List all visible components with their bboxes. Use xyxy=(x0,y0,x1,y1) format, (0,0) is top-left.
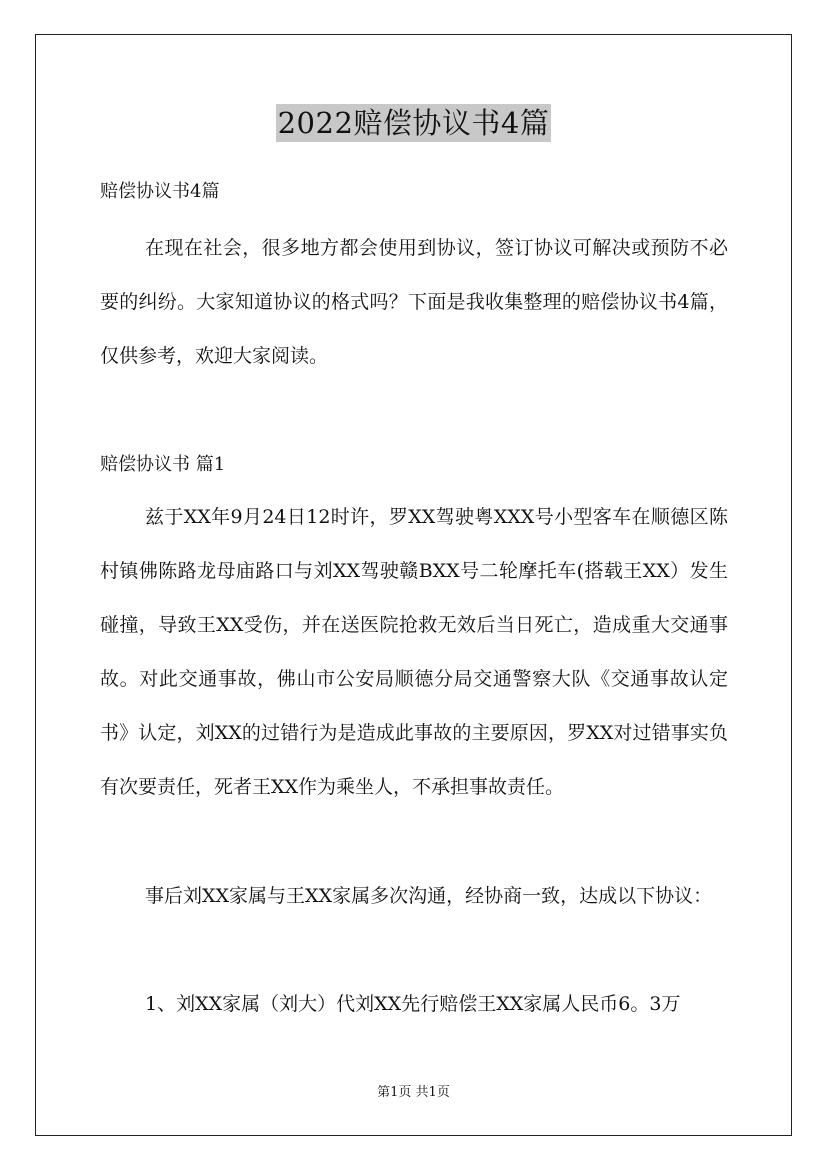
document-title-text: 2022赔偿协议书4篇 xyxy=(277,106,550,140)
section1-item-1: 1、刘XX家属（刘大）代刘XX先行赔偿王XX家属人民币6。3万 xyxy=(145,993,681,1015)
section1-heading: 赔偿协议书 篇1 xyxy=(100,454,226,475)
document-title xyxy=(0,103,827,142)
intro-paragraph: 在现在社会，很多地方都会使用到协议，签订协议可解决或预防不必要的纠纷。大家知道协议的格式吗？下面是我收集整理的赔偿协议书4篇，仅供参考，欢迎大家阅读。 xyxy=(100,237,728,367)
section1-paragraph-negotiation: 事后刘XX家属与王XX家属多次沟通，经协商一致，达成以下协议： xyxy=(145,885,713,907)
intro-heading: 赔偿协议书4篇 xyxy=(100,181,220,202)
section1-paragraph-accident: 兹于XX年9月24日12时许，罗XX驾驶粤XXX号小型客车在顺德区陈村镇佛陈路龙母庙路口与刘XX驾驶赣BXX号二轮摩托车(搭载王XX）发生碰撞，导致王XX受伤，并在送医院抢救无效后当日死亡，造成重大交通事故。对此交通事故，佛山市公安局顺德分局交通警察大队《交通事故认定书》认定，刘XX的过错行为是造成此事故的主要原因，罗XX对过错事实负有次要责任，死者王XX作为乘坐人，不承担事故责任。 xyxy=(100,506,728,798)
page-footer: 第1页 共1页 xyxy=(377,1085,450,1100)
